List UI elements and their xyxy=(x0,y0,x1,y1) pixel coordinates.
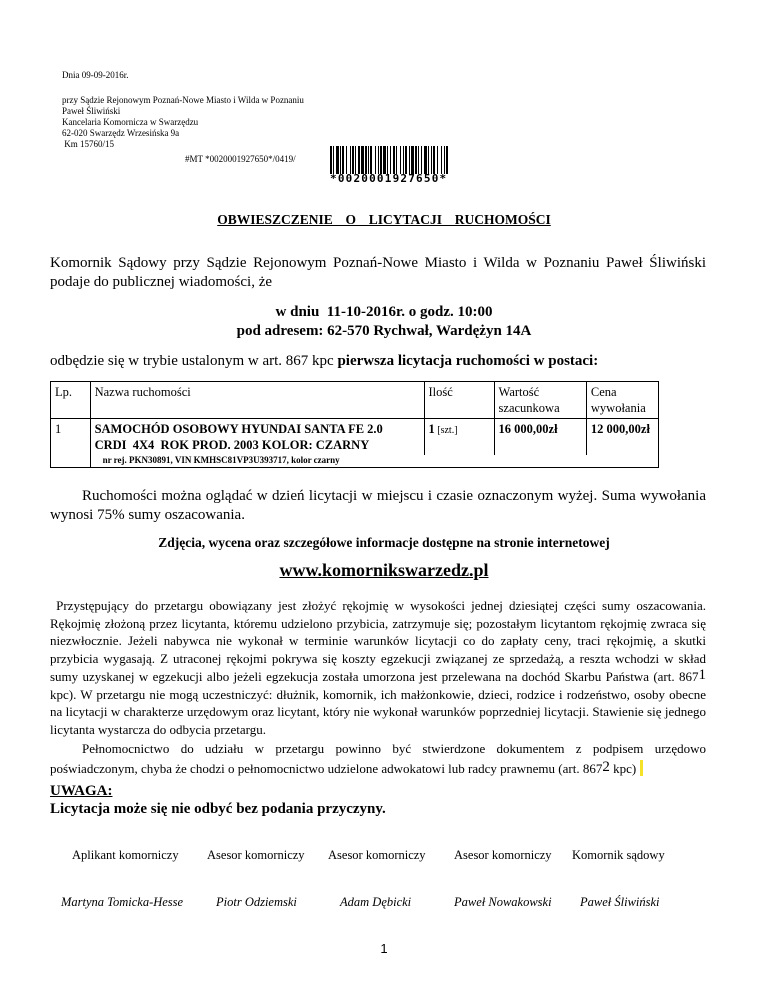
barcode xyxy=(330,146,498,185)
rules-text: Przystępujący do przetargu obowiązany jest złożyć rękojmię w wysokości jednej dziesiątej części sumy oszacowania. Rękojmię złożoną przez licytanta, któremu udzielono przybicia, zatrzymuje się; pozostałym licytantom rękojmię zwraca się niezwłocznie. Jeżeli nabywca nie wykonał w terminie warunków licytacji co do zapłaty ceny, traci rękojmię, a skutki przybicia wygasają. Z utraconej rękojmi pokrywa się koszty egzekucji związanej ze sprzedażą, a reszta wchodzi w skład sumy uzyskanej w egzekucji albo jeżeli egzekucja została umorzona jest przelewana na dochód Skarbu Państwa (art. 867 xyxy=(50,598,710,684)
barcode-bar xyxy=(361,146,364,174)
barcode-bar xyxy=(352,146,354,174)
table-row xyxy=(51,419,659,456)
barcode-bar xyxy=(358,146,360,174)
barcode-bar xyxy=(409,146,410,174)
signatory-role: Asesor komorniczy xyxy=(328,848,426,862)
header-qty: Ilość xyxy=(424,382,494,419)
barcode-bar xyxy=(355,146,356,174)
signatory-name: Paweł Śliwiński xyxy=(580,895,660,909)
barcode-bar xyxy=(418,146,419,174)
mode-line-text: odbędzie się w trybie ustalonym w art. 867 kpc xyxy=(50,353,338,369)
office-address xyxy=(62,95,304,150)
signatory-name: Paweł Nowakowski xyxy=(454,895,552,909)
barcode-bar xyxy=(393,146,395,174)
rules-text: kpc) xyxy=(609,761,637,776)
document-date: Dnia 09-09-2016r. xyxy=(62,70,129,80)
barcode-bars xyxy=(330,146,498,174)
signatory-name: Piotr Odziemski xyxy=(216,895,297,909)
barcode-bar xyxy=(370,146,372,174)
qty-unit: [szt.] xyxy=(434,425,458,436)
barcode-bar xyxy=(446,146,448,174)
barcode-bar xyxy=(444,146,445,174)
barcode-bar xyxy=(431,146,432,174)
signatory-name: Martyna Tomicka-Hesse xyxy=(61,895,184,909)
barcode-bar xyxy=(380,146,382,174)
cell-value: 16 000,00zł xyxy=(494,419,586,456)
signatory-role: Komornik sądowy xyxy=(572,848,665,862)
barcode-bar xyxy=(387,146,388,174)
item-details: nr rej. PKN30891, VIN KMHSC81VP3U393717, kolor czarny xyxy=(90,455,658,468)
barcode-bar xyxy=(346,146,347,174)
cell-lp: 1 xyxy=(51,419,91,468)
cell-name xyxy=(90,419,424,456)
barcode-bar xyxy=(421,146,422,174)
rules-text: kpc). W przetargu nie mogą uczestniczyć: dłużnik, komornik, ich małżonkowie, dzieci, rodzice i rodzeństwo, osoby obecne na licytacji w charakterze urzędowym oraz licytant, który nie wykonał warunków poprzedniej licytacji. Stawienie się jednego licytanta wystarcza do odbycia przetargu. xyxy=(50,686,706,737)
intro-paragraph: Komornik Sądowy przy Sądzie Rejonowym Poznań-Nowe Miasto i Wilda w Poznaniu Paweł Śliwiński podaje do publicznej wiadomości, że xyxy=(50,255,706,290)
rules-text: Pełnomocnictwo do udziału w przetargu powinno być stwierdzone dokumentem z podpisem urzędowo poświadczonym, chyba że chodzi o pełnomocnictwo udzielone adwokatowi lub radcy prawnemu (art. 867 xyxy=(50,741,706,776)
barcode-bar xyxy=(405,146,407,174)
page-number: 1 xyxy=(380,941,388,956)
barcode-bar xyxy=(378,146,379,174)
photos-note: Zdjęcia, wycena oraz szczegółowe informacje dostępne na stronie internetowej xyxy=(158,535,610,550)
office-line: 62-020 Swarzędz Wrzesińska 9a xyxy=(62,128,180,138)
barcode-bar xyxy=(390,146,391,174)
barcode-bar xyxy=(437,146,438,174)
office-line: Paweł Śliwiński xyxy=(62,106,121,116)
barcode-bar xyxy=(350,146,351,174)
document-title: OBWIESZCZENIE O LICYTACJI RUCHOMOŚCI xyxy=(217,212,551,227)
rules-superscript: 2 xyxy=(602,759,610,775)
barcode-bar xyxy=(428,146,429,174)
highlight-marker xyxy=(640,760,643,776)
header-lp: Lp. xyxy=(51,382,91,419)
header-name: Nazwa ruchomości xyxy=(90,382,424,419)
item-name-line: SAMOCHÓD OSOBOWY HYUNDAI SANTA FE 2.0 xyxy=(94,422,383,436)
signatory-name: Adam Dębicki xyxy=(340,895,412,909)
mode-line xyxy=(50,352,598,371)
barcode-bar xyxy=(375,146,376,174)
table-row-details xyxy=(51,455,659,468)
table-header-row xyxy=(51,382,659,419)
signatory-role: Aplikant komorniczy xyxy=(72,848,179,862)
auction-date: w dniu 11-10-2016r. o godz. 10:00 xyxy=(275,304,493,320)
barcode-bar xyxy=(433,146,435,174)
barcode-bar xyxy=(396,146,397,174)
barcode-bar xyxy=(383,146,386,174)
rules-paragraph-2 xyxy=(50,739,706,778)
qty-value: 1 xyxy=(428,422,435,436)
website-link[interactable]: www.komornikswarzedz.pl xyxy=(279,560,489,580)
rules-superscript: 1 xyxy=(698,667,706,683)
office-line: Kancelaria Komornicza w Swarzędzu xyxy=(62,117,199,127)
barcode-text: *0020001927650* xyxy=(330,172,448,185)
signatory-role: Asesor komorniczy xyxy=(207,848,305,862)
warning-text: Licytacja może się nie odbyć bez podania przyczyny. xyxy=(50,801,386,817)
barcode-bar xyxy=(342,146,344,174)
barcode-bar xyxy=(441,146,442,174)
barcode-bar xyxy=(424,146,427,174)
barcode-bar xyxy=(330,146,332,174)
barcode-bar xyxy=(411,146,414,174)
cell-price: 12 000,00zł xyxy=(586,419,658,456)
barcode-bar xyxy=(400,146,401,174)
rules-paragraph-1 xyxy=(50,597,710,738)
warning-heading: UWAGA: xyxy=(50,783,113,799)
items-table xyxy=(50,381,659,468)
barcode-bar xyxy=(368,146,369,174)
mt-code: #MT *0020001927650*/0419/ xyxy=(185,154,296,164)
header-value: Wartość szacunkowa xyxy=(494,382,586,419)
office-line: Km 15760/15 xyxy=(62,139,115,149)
viewing-note: Ruchomości można oglądać w dzień licytacji w miejscu i czasie oznaczonym wyżej. Suma wywołania wynosi 75% sumy oszacowania. xyxy=(50,488,706,523)
barcode-bar xyxy=(333,146,334,174)
auction-address: pod adresem: 62-570 Rychwał, Wardężyn 14A xyxy=(236,323,532,339)
barcode-bar xyxy=(365,146,367,174)
item-name-line: CRDI 4X4 ROK PROD. 2003 KOLOR: CZARNY xyxy=(94,438,370,452)
header-price: Cena wywołania xyxy=(586,382,658,419)
office-line: przy Sądzie Rejonowym Poznań-Nowe Miasto i Wilda w Poznaniu xyxy=(62,95,304,105)
barcode-bar xyxy=(415,146,417,174)
signatory-role: Asesor komorniczy xyxy=(454,848,552,862)
cell-qty xyxy=(424,419,494,456)
barcode-bar xyxy=(336,146,339,174)
barcode-bar xyxy=(403,146,404,174)
barcode-bar xyxy=(340,146,341,174)
mode-line-bold: pierwsza licytacja ruchomości w postaci: xyxy=(337,353,599,369)
